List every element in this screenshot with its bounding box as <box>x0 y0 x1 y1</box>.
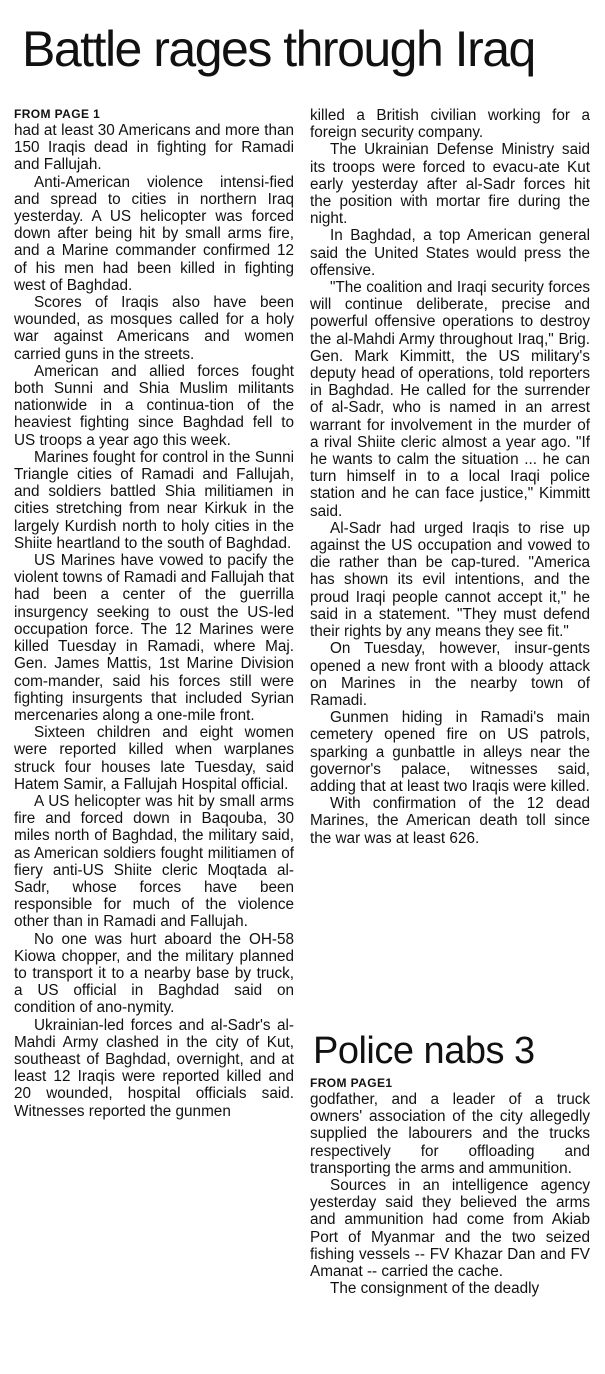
from-page-label: FROM PAGE 1 <box>14 107 101 121</box>
paragraph: Scores of Iraqis also have been wounded, as mosques called for a holy war against Americans and women carried guns in the streets. <box>14 294 294 363</box>
paragraph: Marines fought for control in the Sunni Triangle cities of Ramadi and Fallujah, and soldiers battled Shia militiamen in cities stretching from near Kirkuk in the largely Kurdish north to holy cities in the Shiite heartland to the south of Baghdad. <box>14 448 294 552</box>
headline: Battle rages through Iraq <box>22 21 535 77</box>
paragraph: On Tuesday, however, insur-gents opened a new front with a bloody attack on Marines in the nearby town of Ramadi. <box>310 640 590 709</box>
secondary-article-column <box>310 1076 590 1297</box>
article-column-left <box>14 107 294 1120</box>
from-page-label: FROM PAGE1 <box>310 1076 393 1090</box>
paragraph: With confirmation of the 12 dead Marines, the American death toll since the war was at least 626. <box>310 795 590 847</box>
paragraph: The consignment of the deadly <box>330 1280 540 1298</box>
paragraph: Ukrainian-led forces and al-Sadr's al-Mahdi Army clashed in the city of Kut, southeast of Baghdad, overnight, and at least 12 Iraqis were reported killed and 20 wounded, hospital officials said. Witnesses reported the gunmen <box>14 1016 294 1120</box>
paragraph: "The coalition and Iraqi security forces will continue deliberate, precise and powerful offensive operations to destroy the al-Mahdi Army throughout Iraq," Brig. Gen. Mark Kimmitt, the US military's deputy head of operations, told reporters in Baghdad. He called for the surrender of al-Sadr, who is named in an arrest warrant for involvement in the murder of a rival Shiite cleric almost a year ago. "If he wants to calm the situation ... he can turn himself in to a local Iraqi police station and he can face justice," Kimmitt said. <box>310 279 590 520</box>
paragraph: Anti-American violence intensi-fied and spread to cities in northern Iraq yesterday. A US helicopter was forced down after being hit by small arms fire, and a Marine commander confirmed 12 of his men had been killed in fighting west of Baghdad. <box>14 173 294 294</box>
paragraph: had at least 30 Americans and more than 150 Iraqis dead in fighting for Ramadi and Fallujah. <box>14 122 294 174</box>
paragraph: The Ukrainian Defense Ministry said its troops were forced to evacu-ate Kut early yesterday after al-Sadr forces hit the position with mortar fire during the night. <box>310 141 590 228</box>
paragraph: In Baghdad, a top American general said the United States would press the offensive. <box>310 227 590 279</box>
paragraph: Gunmen hiding in Ramadi's main cemetery opened fire on US patrols, sparking a gunbattle in alleys near the governor's palace, witnesses said, adding that at least two Iraqis were killed. <box>310 709 590 795</box>
paragraph: Sources in an intelligence agency yesterday said they believed the arms and ammunition had come from Akiab Port of Myanmar and the two seized fishing vessels -- FV Khazar Dan and FV Amanat -- carried the cache. <box>310 1177 590 1281</box>
paragraph: US Marines have vowed to pacify the violent towns of Ramadi and Fallujah that had been a center of the guerrilla insurgency seeking to oust the US-led occupation force. The 12 Marines were killed Tuesday in Ramadi, where Maj. Gen. James Mattis, 1st Marine Division com-mander, said his forces still were fighting insurgents that included Syrian mercenaries along a one-mile front. <box>14 552 294 724</box>
article-column-right <box>310 107 590 847</box>
paragraph: killed a British civilian working for a foreign security company. <box>310 107 590 142</box>
paragraph: American and allied forces fought both Sunni and Shia Muslim militants nationwide in a continua-tion of the heaviest fighting since Baghdad fell to US troops a year ago this week. <box>14 362 294 449</box>
paragraph: No one was hurt aboard the OH-58 Kiowa chopper, and the military planned to transport it to a nearby base by truck, a US official in Baghdad said on condition of ano-nymity. <box>14 930 294 1017</box>
paragraph: Al-Sadr had urged Iraqis to rise up against the US occupation and vowed to die rather than be cap-tured. "America has shown its evil intentions, and the proud Iraqi people cannot accept it," he said in a statement. "They must defend their rights by any means they see fit." <box>310 519 590 641</box>
paragraph: Sixteen children and eight women were reported killed when warplanes struck four houses late Tuesday, said Hatem Samir, a Fallujah Hospital official. <box>14 724 294 793</box>
secondary-headline: Police nabs 3 <box>313 1030 535 1072</box>
paragraph: A US helicopter was hit by small arms fire and forced down in Baqouba, 30 miles north of Baghdad, the military said, as American soldiers fought militiamen of fiery anti-US Shiite cleric Moqtada al-Sadr, whose forces have been responsible for much of the violence other than in Ramadi and Fallujah. <box>14 792 294 931</box>
paragraph: godfather, and a leader of a truck owners' association of the city allegedly supplied the labourers and the trucks respectively for offloading and transporting the arms and ammunition. <box>310 1091 590 1177</box>
